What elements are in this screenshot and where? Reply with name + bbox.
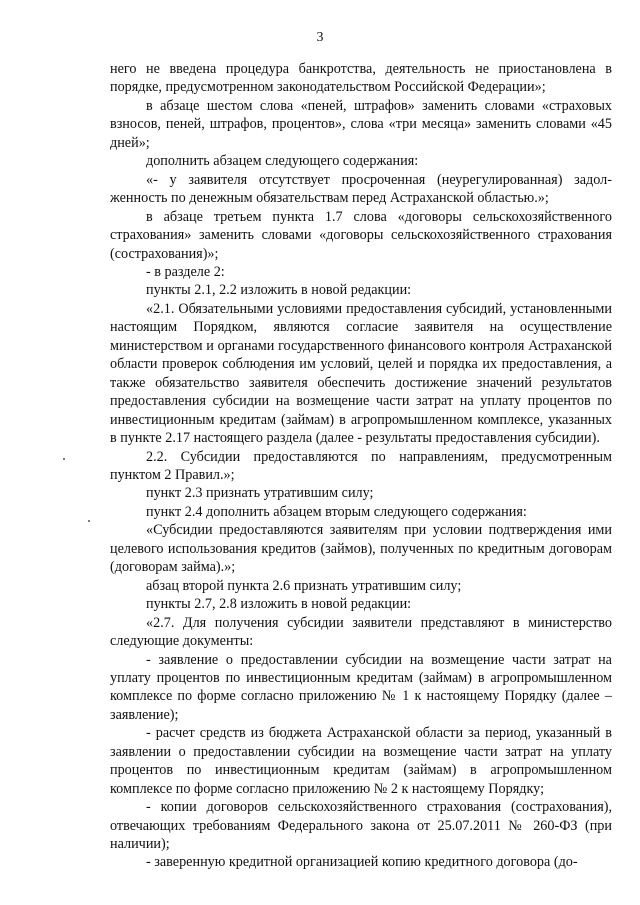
paragraph: пункты 2.7, 2.8 изложить в новой редакции: — [146, 596, 412, 613]
paragraph: - заверенную кредитной организацией копию кредитного договора (до- — [146, 854, 578, 871]
page-number: 3 — [316, 30, 324, 45]
paragraph: пункт 2.4 дополнить абзацем вторым следующего содержания: — [146, 503, 527, 520]
paragraph: 2.2. Субсидии предоставляются по направлениям, предусмотренным пунктом 2 Правил.»; — [110, 448, 612, 483]
paragraph: - расчет средств из бюджета Астраханской области за период, указанный в заявлении о предоставлении субсидии на возмещение части затрат на уплату процентов по инвестиционным кредитам (займам) в агропромышленном комплексе по форме согласно приложению № 2 к настоящему Порядку; — [110, 725, 612, 797]
paragraph: «2.1. Обязательными условиями предоставления субсидий, установленными настоящим Порядком, являются согласие заявителя на осуществление министерством и органами государственного финансового контроля Астраханской области проверок соблюдения им условий, целей и порядка их предоставления, а также обязательство заявителя обеспечить достижение значений результатов предоставления субсидии на возмещение части затрат на уплату процентов по инвестиционным кредитам (займам) в агропромышленном комплексе, указанных в пункте 2.17 настоящего раздела (далее - результаты предоставления субсидии). — [110, 300, 612, 447]
paragraph: него не введена процедура банкротства, деятельность не приостановлена в порядке, предусмотренном законодательством Российской Федерации»; — [110, 61, 612, 96]
paragraph: в абзаце шестом слова «пеней, штрафов» заменить словами «страховых взносов, пеней, штрафов, процентов», слова «три месяца» заменить словами «45 дней»; — [110, 97, 612, 151]
paragraph: абзац второй пункта 2.6 признать утратившим силу; — [146, 577, 462, 594]
paragraph: - в разделе 2: — [146, 263, 225, 280]
paragraph: пункты 2.1, 2.2 изложить в новой редакции: — [146, 282, 412, 299]
paragraph: дополнить абзацем следующего содержания: — [146, 153, 419, 170]
paragraph: в абзаце третьем пункта 1.7 слова «договоры сельскохозяйственного страхования» заменить словами «договоры сельскохозяйственного страхования (сострахования)»; — [110, 208, 612, 262]
paragraph: «2.7. Для получения субсидии заявители представляют в министерство следующие документы: — [110, 614, 612, 650]
paragraph: «Субсидии предоставляются заявителям при условии подтверждения ими целевого использования кредитов (займов), полученных по кредитным договорам (договорам займа).»; — [110, 522, 612, 576]
paragraph: - заявление о предоставлении субсидии на возмещение части затрат на уплату процентов по инвестиционным кредитам (займам) в агропромышленном комплексе по форме согласно приложению № 1 к настоящему Порядку (далее – заявление); — [110, 651, 612, 723]
paragraph: пункт 2.3 признать утратившим силу; — [146, 485, 374, 502]
paragraph: - копии договоров сельскохозяйственного страхования (сострахования), отвечающих требованиям Федерального закона от 25.07.2011 № 260-ФЗ (при наличии); — [110, 799, 612, 853]
scan-speck — [88, 520, 90, 522]
document-body — [110, 60, 612, 872]
scan-speck — [63, 458, 65, 460]
paragraph: «- у заявителя отсутствует просроченная (неурегулированная) задолженность по денежным обязательствам перед Астраханской областью.»; — [110, 171, 612, 207]
